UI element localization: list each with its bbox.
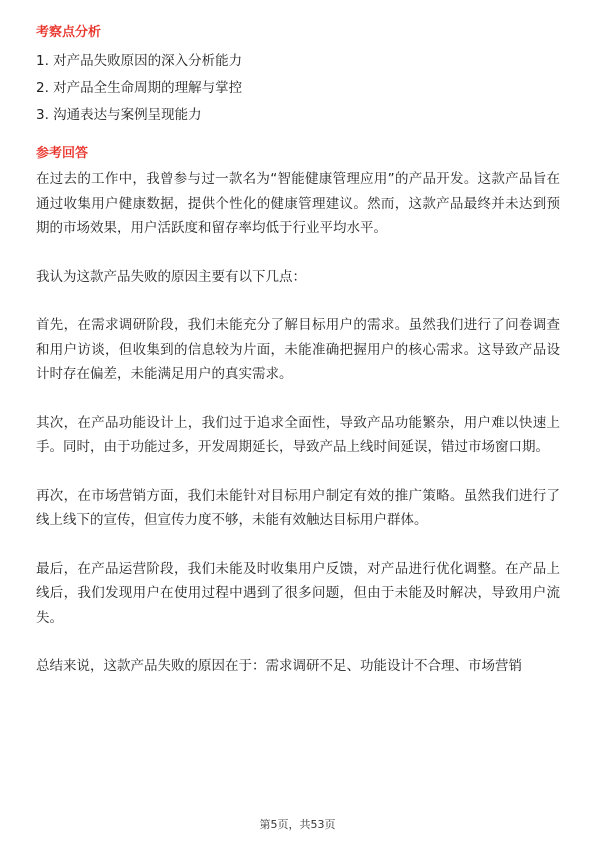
answer-paragraph-second: 其次，在产品功能设计上，我们过于追求全面性，导致产品功能繁杂，用户难以快速上手。同时，由于功能过多，开发周期延长，导致产品上线时间延误，错过市场窗口期。 xyxy=(36,414,560,455)
analysis-point: 2. 对产品全生命周期的理解与掌控 xyxy=(36,80,243,96)
answer-paragraph-intro: 在过去的工作中，我曾参与过一款名为“智能健康管理应用”的产品开发。这款产品旨在通过收集用户健康数据，提供个性化的健康管理建议。然而，这款产品最终并未达到预期的市场效果，用户活跃度和留存率均低于行业平均水平。 xyxy=(36,171,560,236)
answer-body xyxy=(36,167,560,703)
answer-heading: 参考回答 xyxy=(36,146,89,161)
answer-paragraph-summary: 总结来说，这款产品失败的原因在于：需求调研不足、功能设计不合理、市场营销 xyxy=(36,658,522,674)
analysis-point: 3. 沟通表达与案例呈现能力 xyxy=(36,107,202,123)
answer-paragraph-first: 首先，在需求调研阶段，我们未能充分了解目标用户的需求。虽然我们进行了问卷调查和用户访谈，但收集到的信息较为片面，未能准确把握用户的核心需求。这导致产品设计时存在偏差，未能满足用户的真实需求。 xyxy=(36,317,560,382)
analysis-point: 1. 对产品失败原因的深入分析能力 xyxy=(36,53,243,69)
page-number: 第5页，共53页 xyxy=(259,818,336,831)
analysis-point-list xyxy=(36,52,242,133)
answer-paragraph-reasons-lead: 我认为这款产品失败的原因主要有以下几点： xyxy=(36,268,306,285)
analysis-heading: 考察点分析 xyxy=(36,25,102,40)
answer-paragraph-third: 再次，在市场营销方面，我们未能针对目标用户制定有效的推广策略。虽然我们进行了线上线下的宣传，但宣传力度不够，未能有效触达目标用户群体。 xyxy=(36,487,560,528)
answer-paragraph-last: 最后，在产品运营阶段，我们未能及时收集用户反馈，对产品进行优化调整。在产品上线后，我们发现用户在使用过程中遇到了很多问题，但由于未能及时解决，导致用户流失。 xyxy=(36,560,560,626)
